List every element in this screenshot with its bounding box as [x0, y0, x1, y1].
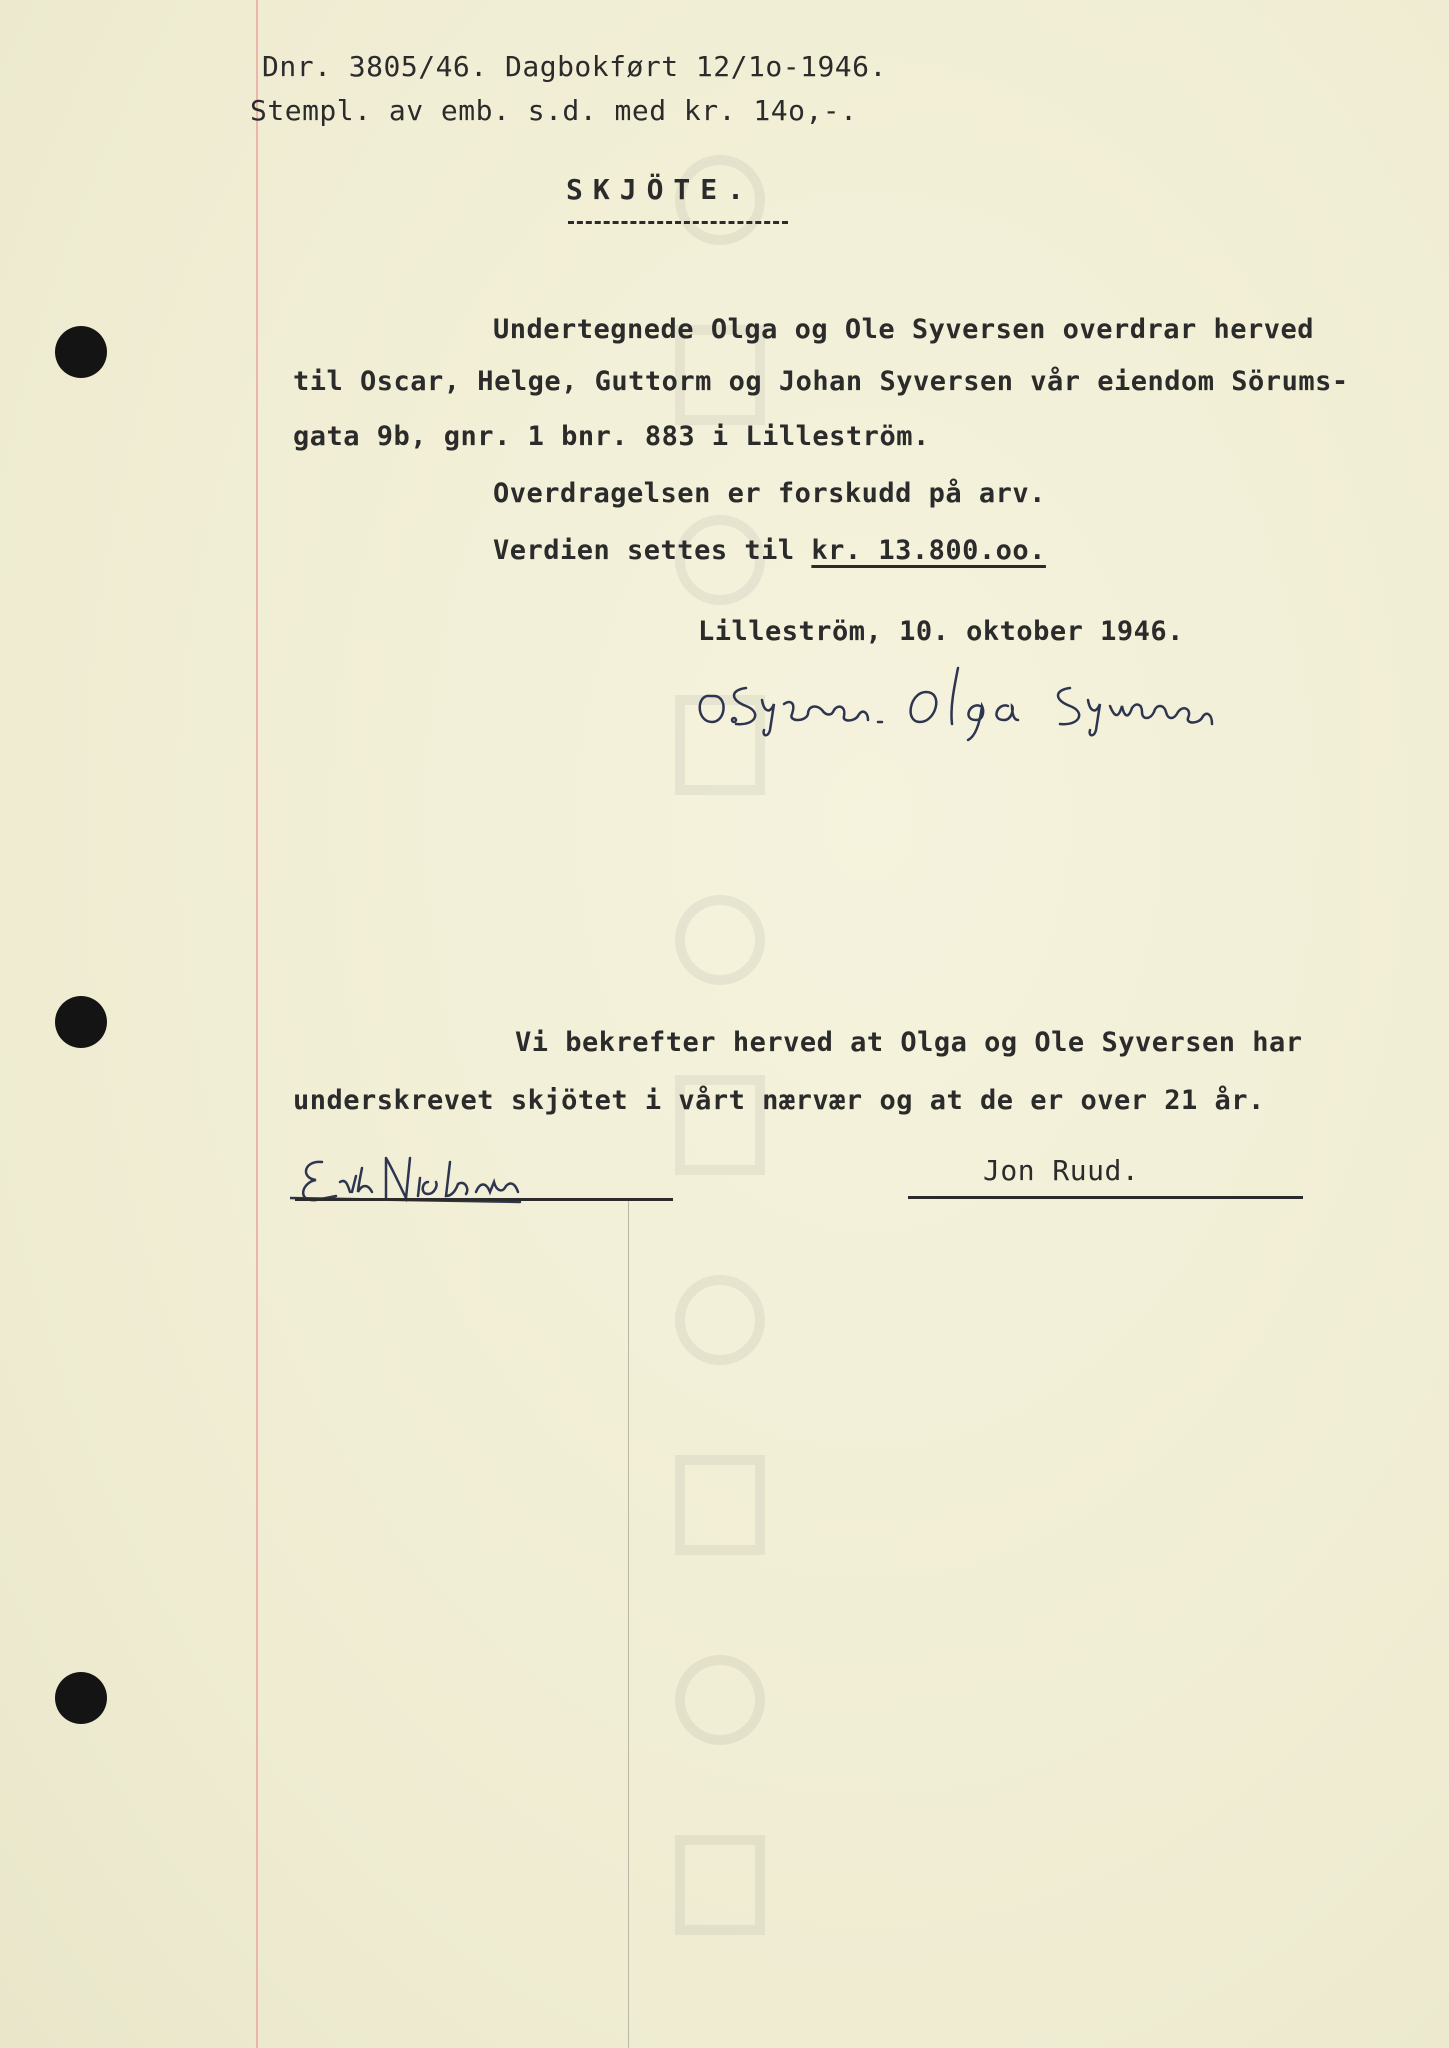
body-line: gata 9b, gnr. 1 bnr. 883 i Lilleström. — [293, 421, 930, 452]
punch-hole — [55, 326, 107, 378]
witness-right-name: Jon Ruud. — [983, 1154, 1140, 1187]
header-registry-line: Dnr. 3805/46. Dagbokført 12/1o-1946. — [262, 50, 887, 83]
witness-statement-line: Vi bekrefter herved at Olga og Ole Syversen har — [515, 1027, 1303, 1058]
margin-line — [256, 0, 258, 2048]
body-line: til Oscar, Helge, Guttorm og Johan Syversen vår eiendom Sörums- — [293, 366, 1349, 397]
place-date: Lilleström, 10. oktober 1946. — [698, 616, 1184, 647]
punch-hole — [55, 1672, 107, 1724]
body-line: Overdragelsen er forskudd på arv. — [493, 478, 1046, 509]
pencil-line — [628, 1200, 629, 2048]
witness-left-signature-line — [295, 1198, 673, 1201]
witness-right-signature-line — [908, 1196, 1303, 1199]
header-stamp-line: Stempl. av emb. s.d. med kr. 14o,-. — [250, 94, 858, 127]
title-underline — [568, 221, 788, 224]
witness-statement-line: underskrevet skjötet i vårt nærvær og at de er over 21 år. — [293, 1085, 1265, 1116]
value-prefix: Verdien settes til — [493, 535, 812, 566]
seller-signatures — [690, 648, 1290, 743]
body-line: Undertegnede Olga og Ole Syversen overdrar herved — [493, 314, 1315, 345]
document-title: SKJÖTE. — [566, 173, 755, 206]
value-amount: kr. 13.800.oo. — [811, 535, 1046, 566]
body-line-value — [493, 535, 1046, 566]
punch-hole — [55, 996, 107, 1048]
